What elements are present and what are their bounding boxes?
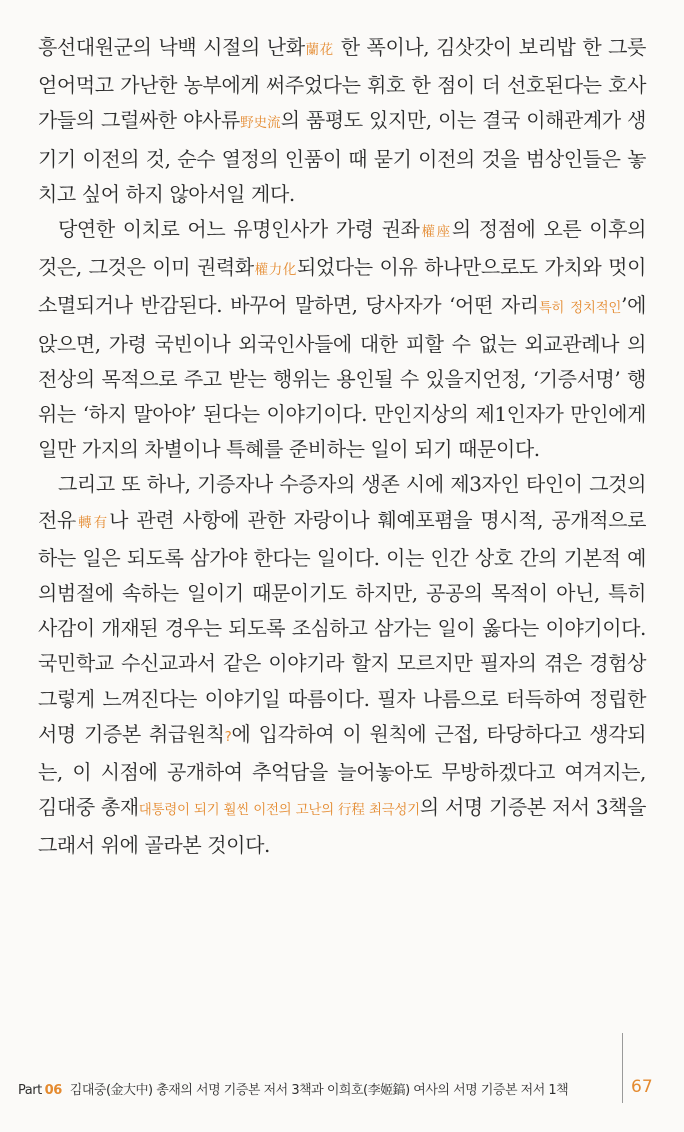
running-header	[18, 1079, 568, 1098]
gloss-annotation: 權力化	[253, 262, 297, 279]
gloss-annotation: 대통령이 되기 훨씬 이전의 고난의 行程 최극성기	[138, 802, 420, 819]
gloss-annotation: 특히 정치적인	[538, 300, 622, 317]
text-run: ’에 앉으면, 가령 국빈이나 외국인사들에 대한 피할 수 없는 외교관례나 의전상의 목적으로 주고 받는 행위는 용인될 수 있을지언정, ‘기증서명’ 행위는 ‘하지 말아야’ 된다는 이야기이다. 만인지상의 제1인자가 만인에게 일만 가지의 차별이나 특혜를 준비하는 일이 되기 때문이다.	[38, 293, 646, 462]
text-run: 의 정점에 오른 이후의 것은, 그것은 이미 권력화	[38, 217, 646, 280]
part-label: Part	[18, 1083, 42, 1098]
text-run: 의 서명 기증본 저서 3책을 그래서 위에 골라본 것이다.	[38, 795, 647, 858]
gloss-annotation: 野史流	[239, 115, 281, 132]
page-number: 67	[631, 1077, 653, 1097]
part-number: 06	[44, 1083, 62, 1098]
chapter-title: 김대중(金大中) 총재의 서명 기증본 저서 3책과 이희호(李姬鎬) 여사의 서명 기증본 저서 1책	[69, 1083, 569, 1098]
text-run: 에 입각하여 이 원칙에 근접, 타당하다고 생각되는, 이 시점에 공개하여 추억담을 늘어놓아도 무방하겠다고 여겨지는, 김대중 총재	[38, 721, 646, 820]
gloss-annotation: 權座	[419, 224, 452, 241]
gloss-annotation: 轉有	[75, 514, 110, 531]
text-run: 되었다는 이유 하나만으로도 가치와 멋이 소멸되거나 반감된다. 바꾸어 말하면, 당사자가 ‘어떤 자리	[38, 255, 646, 318]
text-run: 흥선대원군의 낙백 시절의 난화	[38, 35, 305, 59]
page-footer	[18, 1075, 664, 1115]
text-run: 그리고 또 하나, 기증자나 수증자의 생존 시에 제3자인 타인이 그것의 전유	[38, 472, 646, 532]
text-run: 의 품평도 있지만, 이는 결국 이해관계가 생기기 이전의 것, 순수 열정의 인품이 때 묻기 이전의 것을 범상인들은 놓치고 싶어 하지 않아서일 게다.	[38, 108, 647, 206]
footer-divider	[622, 1033, 623, 1103]
text-run: 당연한 이치로 어느 유명인사가 가령 권좌	[58, 217, 420, 242]
paragraph-1	[38, 30, 646, 212]
text-run: 나 관련 사항에 관한 자랑이나 훼예포폄을 명시적, 공개적으로 하는 일은 되도록 삼가야 한다는 일이다. 이는 인간 상호 간의 기본적 예의범절에 속하는 일이기 때문이기도 하지만, 공공의 목적이 아닌, 특히 사감이 개재된 경우는 되도록 조심하고 삼가는 일이 옳다는 이야기이다. 국민학교 수신교과서 같은 이야기라 할지 모르지만 필자의 겪은 경험상 그렇게 느껴진다는 이야기일 따름이다. 필자 나름으로 터득하여 정립한 서명 기증본 취급원칙	[38, 507, 646, 746]
paragraph-2	[38, 212, 646, 467]
text-run: 한 폭이나, 김삿갓이 보리밥 한 그릇 얻어먹고 가난한 농부에게 써주었다는 휘호 한 점이 더 선호된다는 호사가들의 그럴싸한 야사류	[38, 35, 646, 133]
paragraph-3	[38, 467, 646, 863]
gloss-annotation: ?	[224, 728, 232, 745]
body-text	[38, 30, 646, 864]
gloss-annotation: 蘭花	[304, 42, 334, 58]
